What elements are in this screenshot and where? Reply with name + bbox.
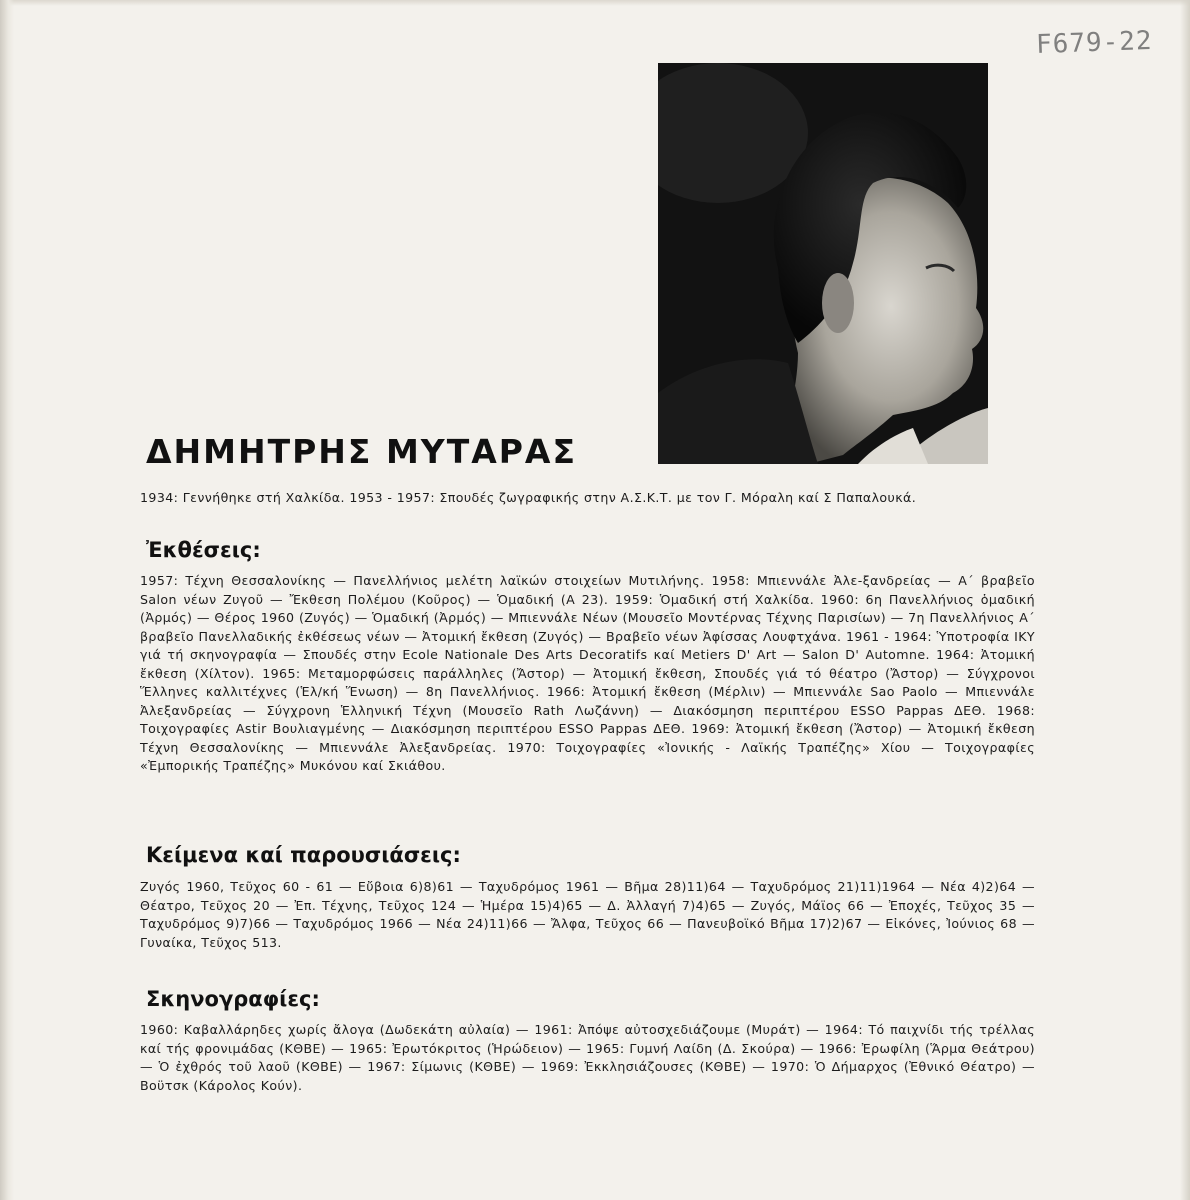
page-edge-top — [0, 0, 1190, 6]
texts-heading: Κείμενα καί παρουσιάσεις: — [146, 843, 461, 867]
artist-name: ΔΗΜΗΤΡΗΣ ΜΥΤΑΡΑΣ — [146, 432, 578, 471]
page-edge-right — [1180, 0, 1190, 1200]
exhibitions-heading: Ἐκθέσεις: — [146, 538, 261, 562]
bio-intro: 1934: Γεννήθηκε στή Χαλκίδα. 1953 - 1957: Σπουδές ζωγραφικής στην Α.Σ.Κ.Τ. με τον Γ. Μόραλη καί Σ Παπαλουκά. — [140, 490, 917, 505]
portrait-photo — [658, 63, 988, 464]
portrait-silhouette — [658, 63, 988, 464]
texts-text: Ζυγός 1960, Τεῦχος 60 - 61 — Εὔβοια 6)8)61 — Ταχυδρόμος 1961 — Βῆμα 28)11)64 — Ταχυδρόμος 21)11)1964 — Νέα 4)2)64 — Θέατρο, Τεῦχος 20 — Ἐπ. Τέχνης, Τεῦχος 124 — Ἡμέρα 15)4)65 — Δ. Ἀλλαγή 7)4)65 — Ζυγός, Μάϊος 66 — Ἐποχές, Τεῦχος 35 — Ταχυδρόμος 9)7)66 — Ταχυδρόμος 1966 — Νέα 24)11)66 — Ἄλφα, Τεῦχος 66 — Πανευβοϊκό Βῆμα 17)2)67 — Εἰκόνες, Ἰούνιος 68 — Γυναίκα, Τεῦχος 513. — [140, 879, 1035, 950]
stage-design-text: 1960: Καβαλλάρηδες χωρίς ἄλογα (Δωδεκάτη αὐλαία) — 1961: Ἀπόψε αὐτοσχεδιάζουμε (Μυράτ) — 1964: Τό παιχνίδι τής τρέλλας καί τής φρονιμάδας (ΚΘΒΕ) — 1965: Ἐρωτόκριτος (Ἡρώδειον) — 1965: Γυμνή Λαίδη (Δ. Σκούρα) — 1966: Ἐρωφίλη (Ἅρμα Θεάτρου) — Ὁ ἐχθρός τοῦ λαοῦ (ΚΘΒΕ) — 1967: Σίμωνις (ΚΘΒΕ) — 1969: Ἐκκλησιάζουσες (ΚΘΒΕ) — 1970: Ὁ Δήμαρχος (Ἐθνικό Θέατρο) — Βοϋτσκ (Κάρολος Κούν). — [140, 1022, 1035, 1093]
exhibitions-text: 1957: Τέχνη Θεσσαλονίκης — Πανελλήνιος μελέτη λαϊκών στοιχείων Μυτιλήνης. 1958: Μπιεννάλε Ἀλε-ξανδρείας — Α΄ βραβεῖο Salon νέων Ζυγοῦ — Ἔκθεση Πολέμου (Κοῦρος) — Ὁμαδική (Α 23). 1959: Ὁμαδική στή Χαλκίδα. 1960: 6η Πανελλήνιος ὁμαδική (Ἀρμός) — Θέρος 1960 (Ζυγός) — Ὁμαδική (Ἀρμός) — Μπιεννάλε Νέων (Μουσεῖο Μοντέρνας Τέχνης Παρισίων) — 7η Πανελλήνιος Α΄ βραβεῖο Πανελλαδικής ἐκθέσεως νέων — Ἀτομική ἔκθεση (Ζυγός) — Βραβεῖο νέων Ἀφίσσας Λουφτχάνα. 1961 - 1964: Ὑποτροφία ΙΚΥ γιά τή σκηνογραφία — Σπουδές στην Ecole Nationale Des Arts Decoratifs καί Metiers D' Art — Salon D' Automne. 1964: Ἀτομική ἔκθεση (Χίλτον). 1965: Μεταμορφώσεις παράλληλες (Ἄστορ) — Ἀτομική ἔκθεση, Σπουδές γιά τό θέατρο (Ἄστορ) — Σύγχρονοι Ἕλληνες καλλιτέχνες (Ἑλ/κή Ἕνωση) — 8η Πανελλήνιος. 1966: Ἀτομική ἔκθεση (Μέρλιν) — Μπιεννάλε Sao Paolo — Μπιεννάλε Ἀλεξανδρείας — Σύγχρονη Ἑλληνική Τέχνη (Μουσεῖο Rath Λωζάννη) — Διακόσμηση περιπτέρου ESSO Pappas ΔΕΘ. 1968: Τοιχογραφίες Astir Βουλιαγμένης — Διακόσμηση περιπτέρου ESSO Pappas ΔΕΘ. 1969: Ἀτομική ἔκθεση (Ἄστορ) — Ἀτομική ἔκθεση Τέχνη Θεσσαλονίκης — Μπιεννάλε Ἀλεξανδρείας. 1970: Τοιχογραφίες «Ἰονικής - Λαϊκής Τραπέζης» Χίου — Τοιχογραφίες «Ἐμπορικής Τραπέζης» Μυκόνου καί Σκιάθου. — [140, 573, 1035, 773]
archive-code: F679-22 — [1035, 25, 1154, 61]
stage-design-heading: Σκηνογραφίες: — [146, 987, 320, 1011]
page-edge-left — [0, 0, 14, 1200]
